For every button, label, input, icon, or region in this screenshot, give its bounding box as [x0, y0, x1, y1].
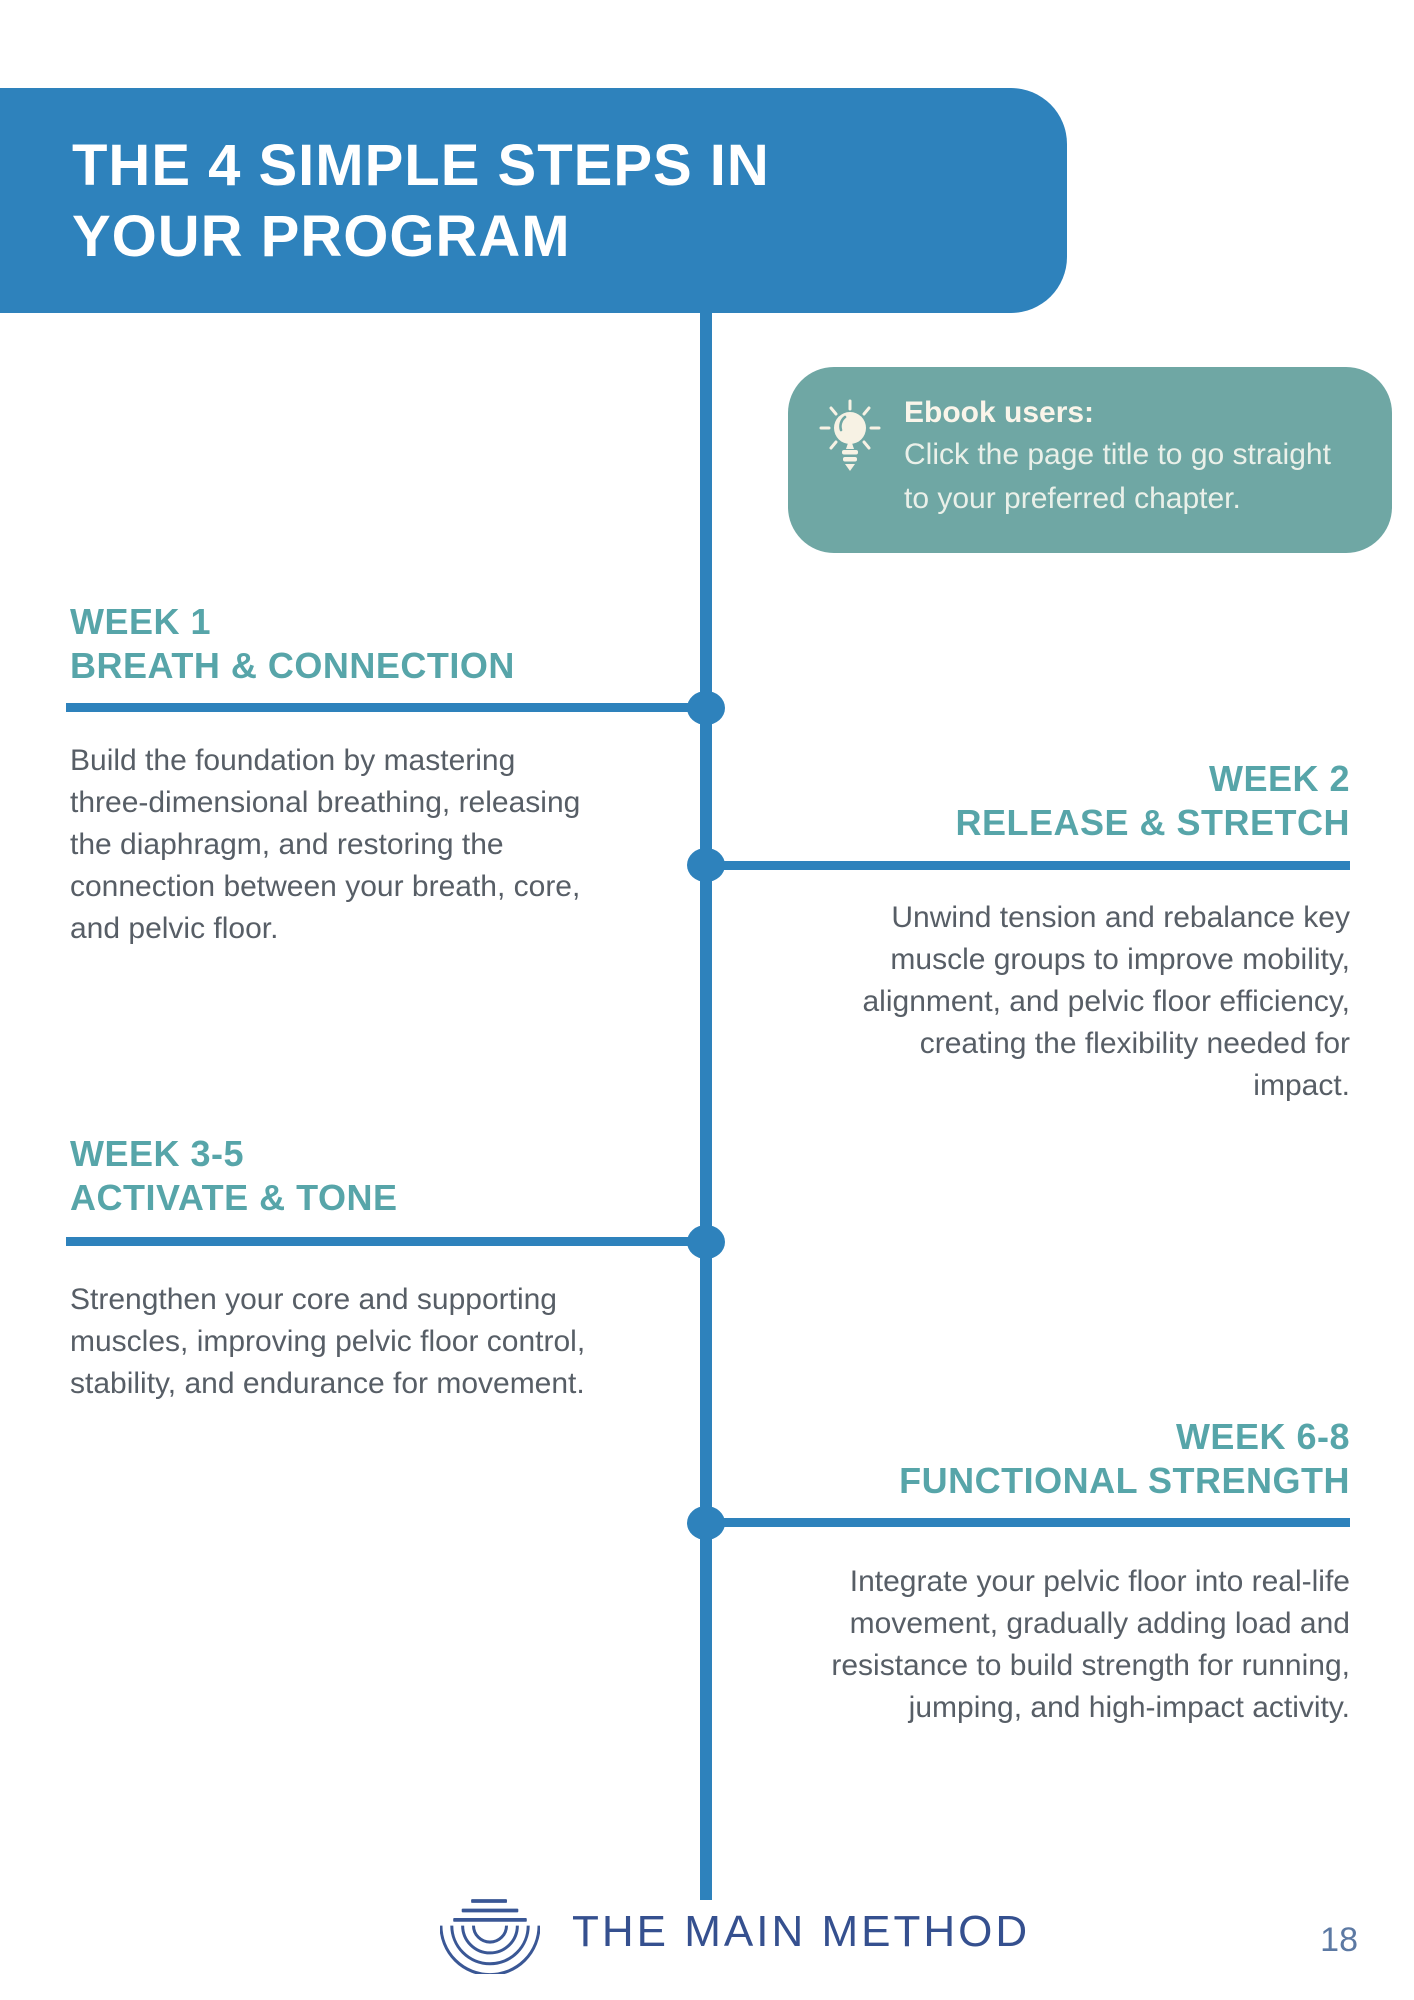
- timeline-vertical-line: [700, 313, 712, 1900]
- section-week-2-title[interactable]: WEEK 2 RELEASE & STRETCH: [955, 758, 1350, 843]
- section-week-1-title[interactable]: WEEK 1 BREATH & CONNECTION: [70, 601, 515, 686]
- header-banner: [0, 88, 1067, 313]
- timeline-node-week-6-8: [687, 1506, 725, 1540]
- section-week-1: [70, 600, 670, 950]
- tip-heading: Ebook users:: [904, 396, 1095, 429]
- brand-name: THE MAIN METHOD: [572, 1907, 1031, 1956]
- lightbulb-icon: [818, 393, 904, 480]
- timeline-node-week-2: [687, 848, 725, 882]
- section-week-2-body: Unwind tension and rebalance key muscle groups to improve mobility, alignment, and pelvic floor efficiency, creating the flexibility needed for impact.: [862, 901, 1350, 1102]
- section-week-3-5: [70, 1132, 670, 1405]
- page-title[interactable]: THE 4 SIMPLE STEPS IN YOUR PROGRAM: [72, 132, 770, 269]
- section-week-2: [750, 757, 1350, 1107]
- tip-text-block: [904, 393, 1362, 521]
- section-week-1-body: Build the foundation by mastering three-dimensional breathing, releasing the diaphragm, and restoring the connection between your breath, core, and pelvic floor.: [70, 744, 581, 945]
- section-week-6-8: [750, 1415, 1350, 1729]
- brand-logo-icon: [440, 1896, 540, 1979]
- section-week-3-5-body: Strengthen your core and supporting muscles, improving pelvic floor control, stability, and endurance for movement.: [70, 1283, 586, 1400]
- timeline-node-week-1: [687, 691, 725, 725]
- section-week-3-5-title[interactable]: WEEK 3-5 ACTIVATE & TONE: [70, 1133, 398, 1218]
- ebook-tip-callout: [788, 367, 1392, 553]
- timeline-node-week-3-5: [687, 1225, 725, 1259]
- section-week-6-8-body: Integrate your pelvic floor into real-life movement, gradually adding load and resistance to build strength for running, jumping, and high-impact activity.: [831, 1565, 1350, 1724]
- section-week-6-8-title[interactable]: WEEK 6-8 FUNCTIONAL STRENGTH: [899, 1416, 1350, 1501]
- tip-body: Click the page title to go straight to your preferred chapter.: [904, 438, 1331, 515]
- page-number: 18: [1320, 1921, 1358, 1959]
